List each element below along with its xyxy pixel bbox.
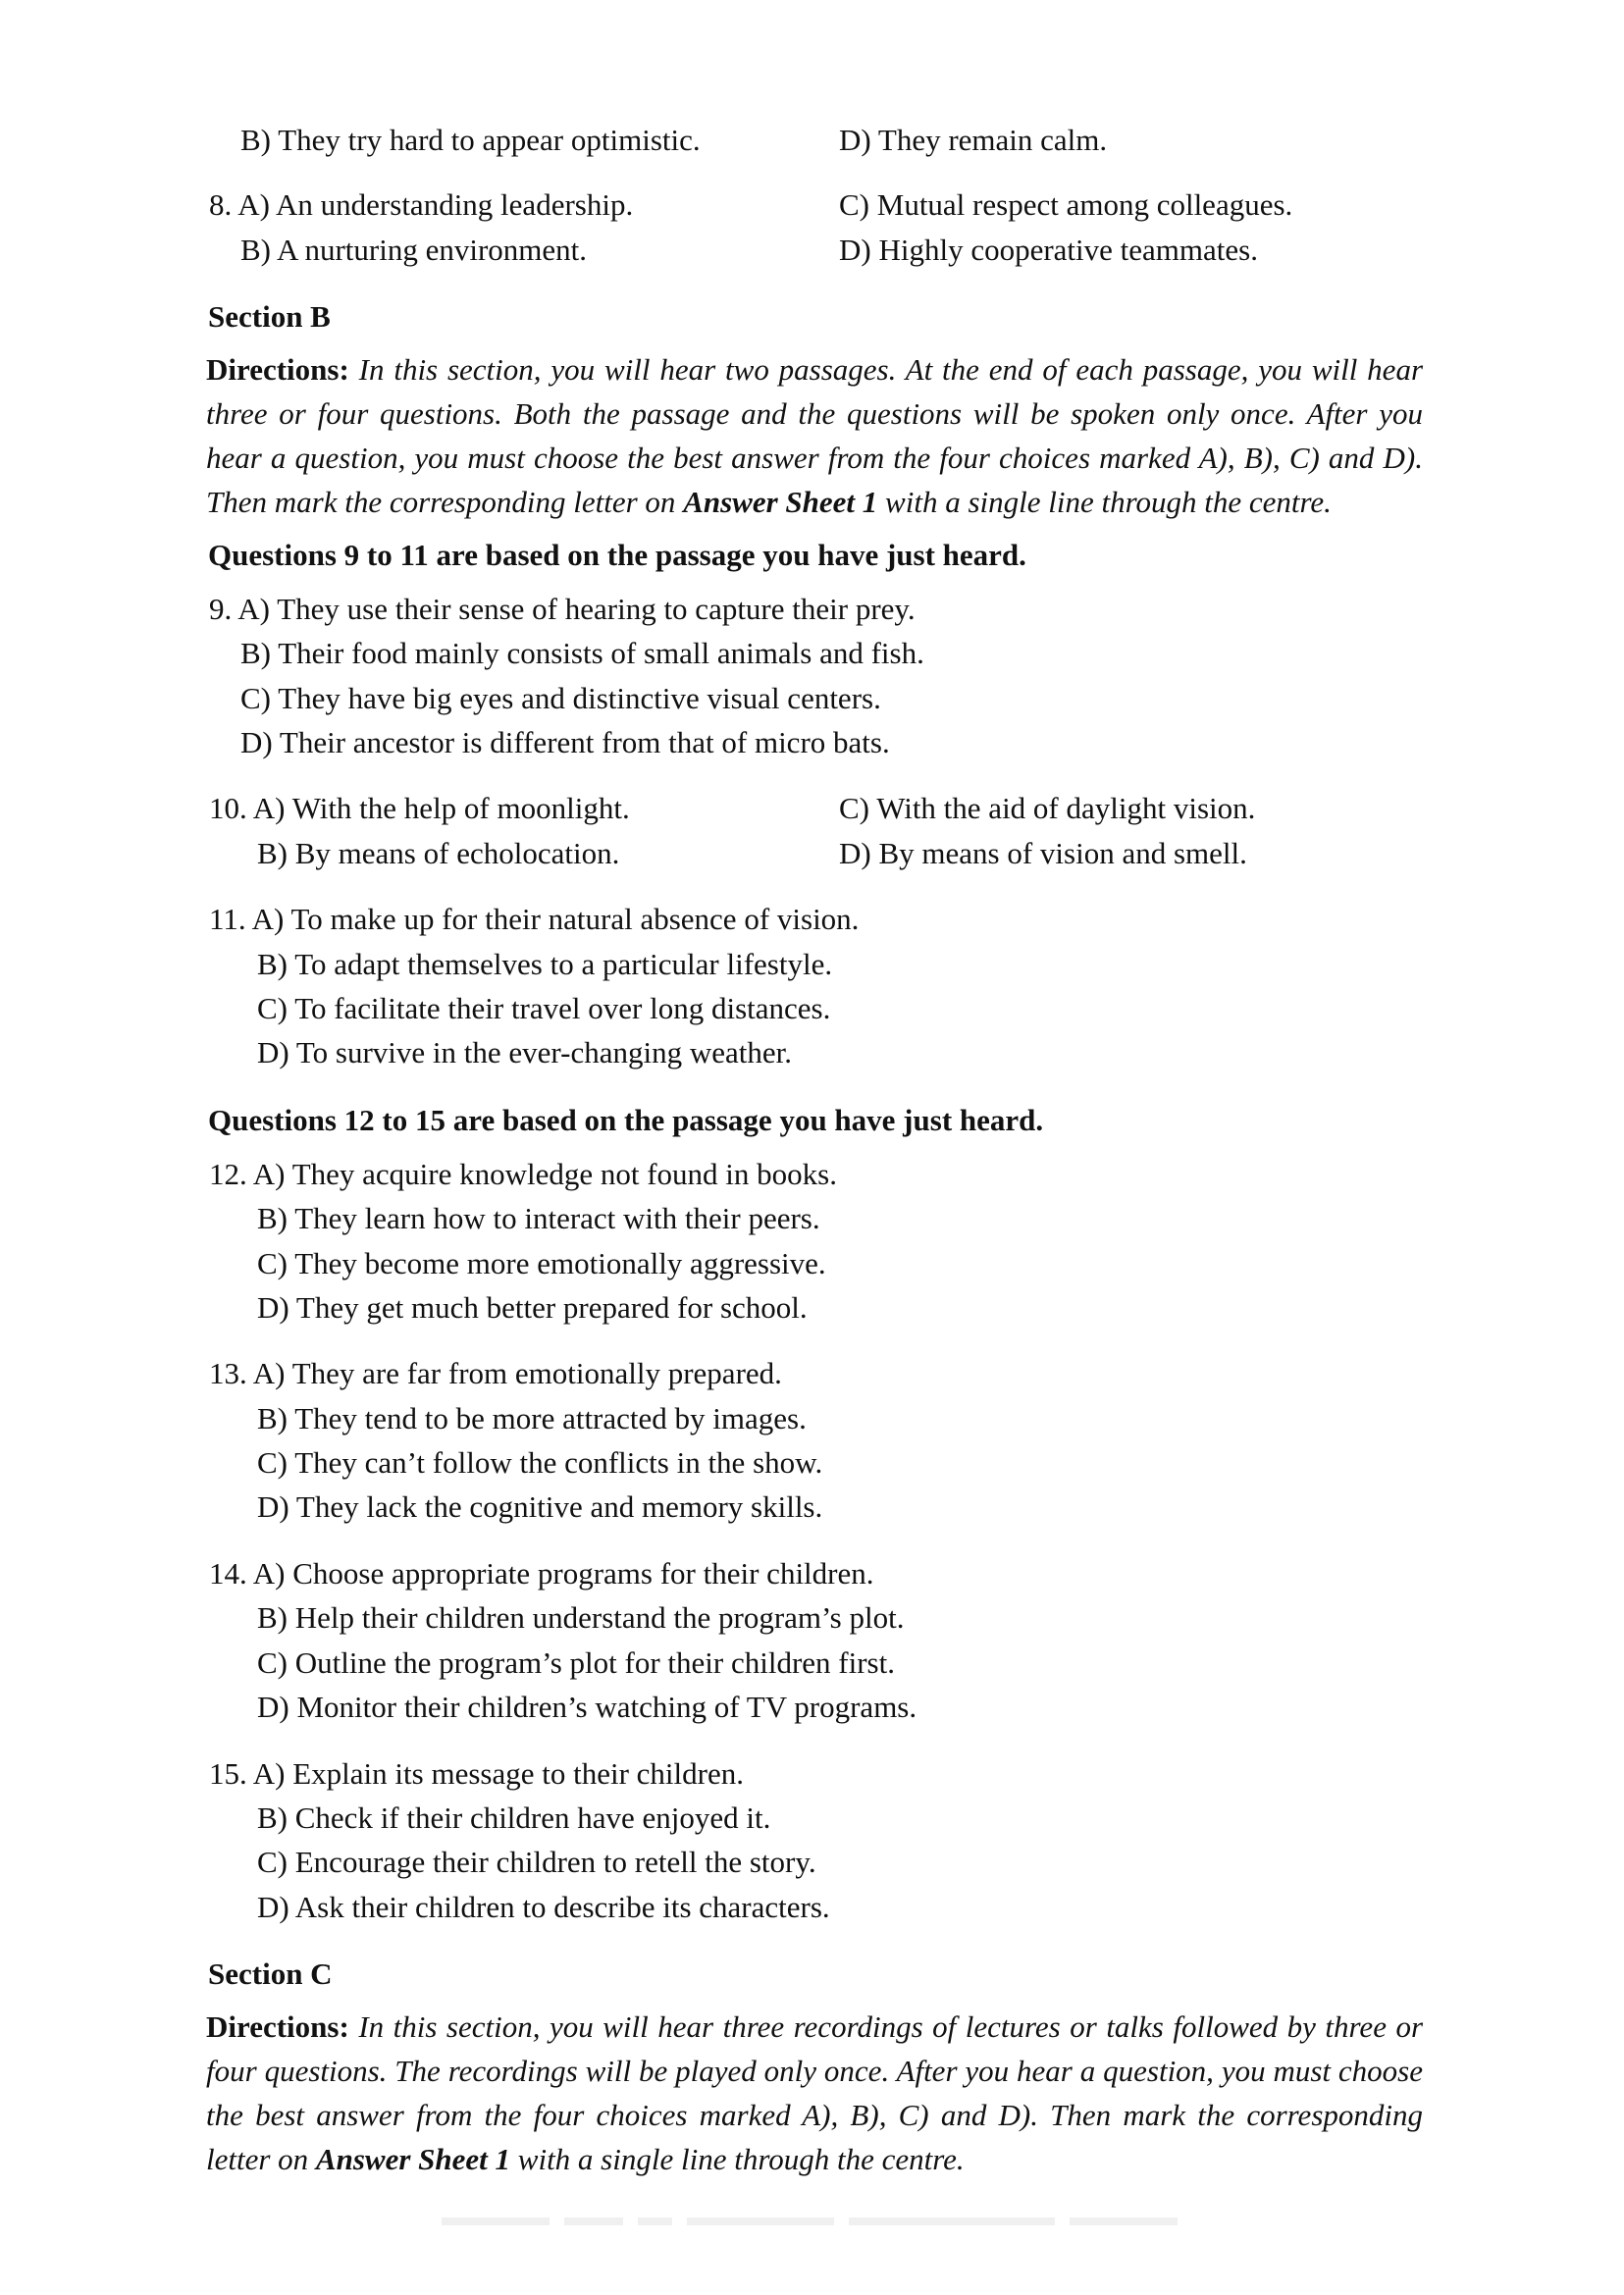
q10-option-a: 10. A) With the help of moonlight. — [209, 791, 630, 825]
q8-option-b: B) A nurturing environment. — [240, 233, 588, 267]
q9-option-c: C) They have big eyes and distinctive visual centers. — [240, 681, 881, 715]
q10-option-b: B) By means of echolocation. — [257, 836, 620, 870]
answer-sheet-label: Answer Sheet 1 — [315, 2142, 511, 2176]
answer-sheet-label: Answer Sheet 1 — [683, 485, 878, 519]
q9-option-b: B) Their food mainly consists of small animals and fish. — [240, 636, 924, 670]
watermark-graphic — [442, 2208, 1187, 2233]
q12-option-b: B) They learn how to interact with their peers. — [257, 1201, 820, 1235]
q12-option-a: 12. A) They acquire knowledge not found in books. — [209, 1157, 837, 1191]
directions-label: Directions: — [206, 352, 349, 387]
section-c-directions — [206, 2005, 1423, 2181]
question-group-heading: Questions 12 to 15 are based on the passage you have just heard. — [208, 1103, 1044, 1137]
q12-option-d: D) They get much better prepared for school. — [257, 1290, 808, 1325]
q14-option-d: D) Monitor their children’s watching of TV programs. — [257, 1690, 917, 1724]
q9-option-a: 9. A) They use their sense of hearing to capture their prey. — [209, 592, 916, 626]
q8-option-a: 8. A) An understanding leadership. — [209, 187, 634, 222]
q7-option-b: B) They try hard to appear optimistic. — [240, 123, 701, 157]
q9-option-d: D) Their ancestor is different from that of micro bats. — [240, 725, 890, 759]
directions-text-end: with a single line through the centre. — [517, 2142, 965, 2176]
q10-option-c: C) With the aid of daylight vision. — [839, 791, 1256, 825]
q11-option-d: D) To survive in the ever-changing weather. — [257, 1035, 792, 1069]
q15-option-b: B) Check if their children have enjoyed it. — [257, 1800, 771, 1835]
section-b-title: Section B — [208, 299, 331, 334]
q13-option-a: 13. A) They are far from emotionally prepared. — [209, 1356, 782, 1390]
q7-option-d: D) They remain calm. — [839, 123, 1108, 157]
directions-text: In this section, you will hear three recordings of lectures or talks followed by three or four questions. The recordings will be played only once. After you hear a question, you must choose the best answer from the four choices marked A), B), C) and D). Then mark the corresponding letter on — [206, 2009, 1424, 2176]
question-group-heading: Questions 9 to 11 are based on the passage you have just heard. — [208, 538, 1026, 572]
directions-label: Directions: — [206, 2009, 349, 2044]
q15-option-a: 15. A) Explain its message to their children. — [209, 1756, 744, 1791]
q11-option-b: B) To adapt themselves to a particular lifestyle. — [257, 947, 833, 981]
q8-option-d: D) Highly cooperative teammates. — [839, 233, 1258, 267]
section-b-directions — [206, 347, 1423, 524]
section-c-title: Section C — [208, 1956, 333, 1991]
q10-option-d: D) By means of vision and smell. — [839, 836, 1247, 870]
faded-footer-watermark — [442, 2206, 1187, 2233]
q12-option-c: C) They become more emotionally aggressive. — [257, 1246, 826, 1280]
q8-option-c: C) Mutual respect among colleagues. — [839, 187, 1293, 222]
directions-text-end: with a single line through the centre. — [885, 485, 1332, 519]
q15-option-d: D) Ask their children to describe its characters. — [257, 1890, 830, 1924]
q14-option-c: C) Outline the program’s plot for their children first. — [257, 1645, 895, 1680]
q15-option-c: C) Encourage their children to retell the story. — [257, 1845, 816, 1879]
directions-text: In this section, you will hear two passages. At the end of each passage, you will hear three or four questions. Both the passage and the questions will be spoken only once. After you hear a question, you must choose the best answer from the four choices marked A), B), C) and D). Then mark the corresponding letter on — [206, 352, 1424, 519]
q14-option-b: B) Help their children understand the program’s plot. — [257, 1600, 905, 1635]
q11-option-c: C) To facilitate their travel over long distances. — [257, 991, 831, 1025]
q13-option-b: B) They tend to be more attracted by images. — [257, 1401, 807, 1435]
q11-option-a: 11. A) To make up for their natural absence of vision. — [209, 902, 860, 936]
q14-option-a: 14. A) Choose appropriate programs for their children. — [209, 1556, 874, 1591]
q13-option-c: C) They can’t follow the conflicts in the show. — [257, 1445, 823, 1480]
q13-option-d: D) They lack the cognitive and memory skills. — [257, 1489, 823, 1524]
